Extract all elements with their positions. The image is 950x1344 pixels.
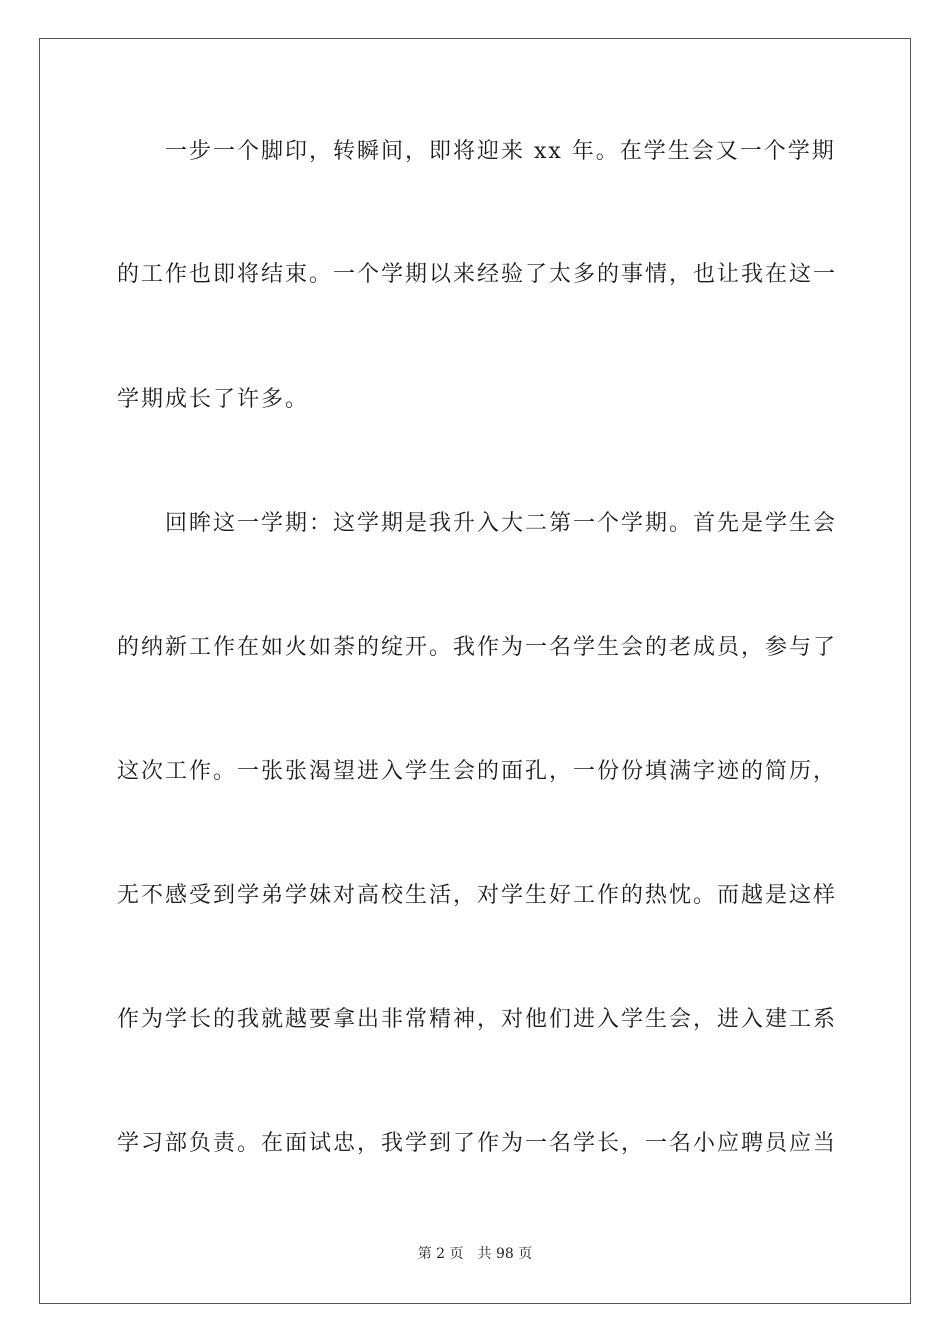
text-line-5: 的纳新工作在如火如荼的绽开。我作为一名学生会的老成员，参与了: [117, 635, 838, 660]
text-line-4: 回眸这一学期：这学期是我升入大二第一个学期。首先是学生会: [117, 511, 838, 536]
page-frame: [39, 38, 911, 1304]
text-line-7: 无不感受到学弟学妹对高校生活，对学生好工作的热忱。而越是这样: [117, 883, 838, 908]
page-number-footer: 第 2 页 共 98 页: [417, 1246, 533, 1262]
text-line-3: 学期成长了许多。: [117, 387, 310, 412]
text-line-2: 的工作也即将结束。一个学期以来经验了太多的事情，也让我在这一: [117, 262, 838, 287]
text-line-8: 作为学长的我就越要拿出非常精神，对他们进入学生会，进入建工系: [117, 1007, 838, 1032]
text-line-6: 这次工作。一张张渴望进入学生会的面孔，一份份填满字迹的简历，: [117, 759, 838, 784]
text-line-9: 学习部负责。在面试忠，我学到了作为一名学长，一名小应聘员应当: [117, 1131, 838, 1156]
text-line-1: 一步一个脚印，转瞬间，即将迎来 xx 年。在学生会又一个学期: [117, 139, 836, 164]
